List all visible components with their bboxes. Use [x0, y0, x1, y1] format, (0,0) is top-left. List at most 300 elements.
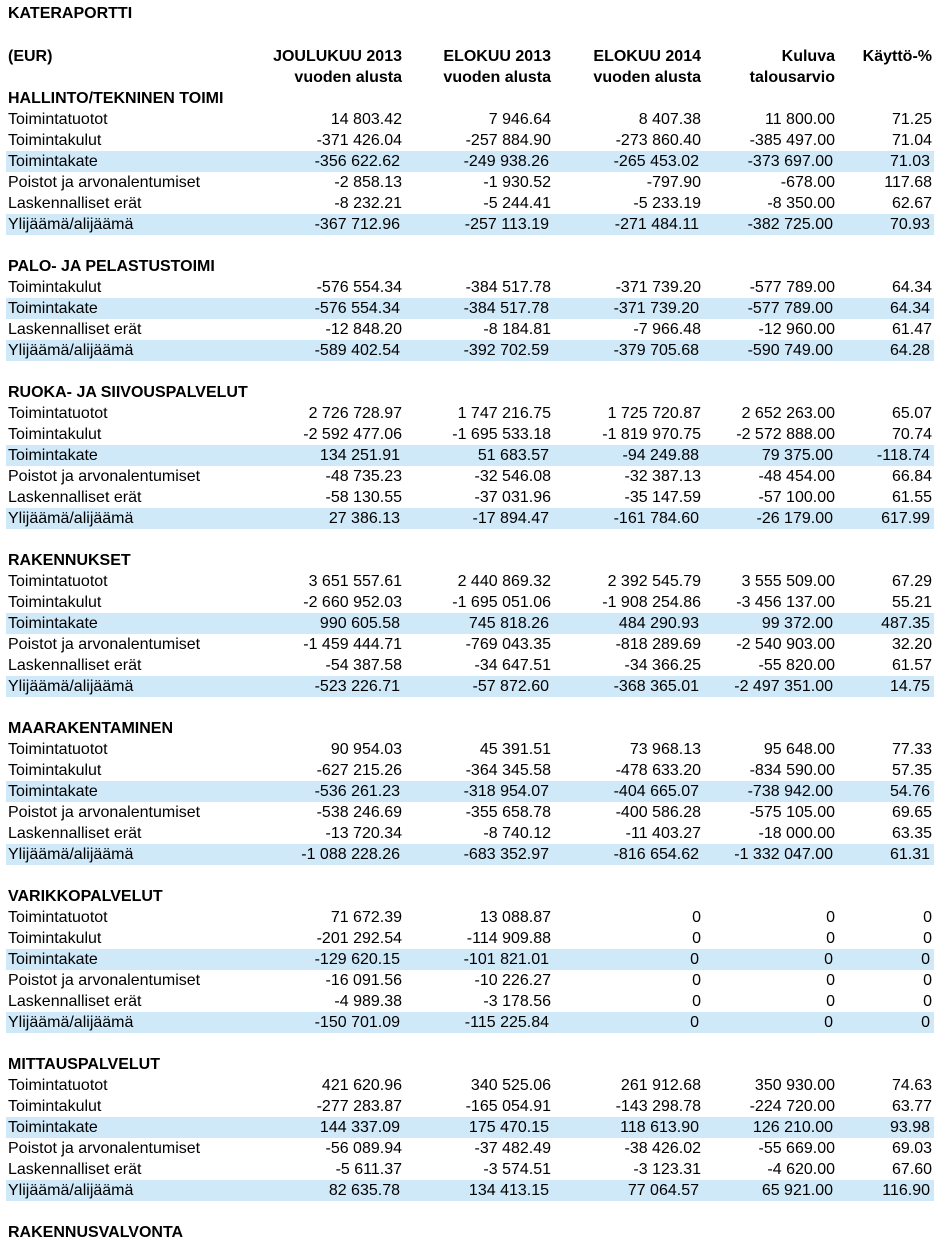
value-kaytto-percent: 67.29 — [891, 573, 932, 590]
value-kaytto-percent: 71.04 — [891, 132, 932, 149]
row-label: Poistot ja arvonalentumiset — [8, 468, 201, 485]
table-row — [0, 403, 942, 424]
table-row — [0, 739, 942, 760]
value-elokuu-2013: -8 184.81 — [483, 321, 551, 338]
value-elokuu-2014: -5 233.19 — [633, 195, 701, 212]
value-elokuu-2013: -10 226.27 — [474, 972, 551, 989]
value-kuluva-talousarvio: -8 350.00 — [767, 195, 835, 212]
value-joulukuu-2013: -56 089.94 — [325, 1140, 402, 1157]
value-elokuu-2013: -8 740.12 — [483, 825, 551, 842]
value-kaytto-percent: 117.68 — [884, 174, 932, 191]
value-kuluva-talousarvio: 3 555 509.00 — [741, 573, 835, 590]
column-header-line2: vuoden alusta — [593, 69, 701, 86]
table-row-highlighted — [6, 340, 934, 361]
table-row — [0, 970, 942, 991]
row-label: Toimintatuotot — [8, 909, 108, 926]
value-kuluva-talousarvio: 0 — [826, 930, 835, 947]
value-kaytto-percent: 54.76 — [889, 783, 930, 800]
table-row-highlighted — [6, 781, 934, 802]
column-header-line2: vuoden alusta — [443, 69, 551, 86]
value-joulukuu-2013: 3 651 557.61 — [308, 573, 402, 590]
value-kaytto-percent: 93.98 — [889, 1119, 930, 1136]
section-title: HALLINTO/TEKNINEN TOIMI — [8, 90, 224, 107]
value-elokuu-2014: 0 — [692, 993, 701, 1010]
value-joulukuu-2013: -1 459 444.71 — [303, 636, 402, 653]
row-label: Laskennalliset erät — [8, 195, 142, 212]
column-header-kuluva-talousarvio — [750, 46, 835, 88]
value-joulukuu-2013: -576 554.34 — [314, 300, 400, 317]
row-label: Toimintakate — [8, 783, 98, 800]
column-header-line2: talousarvio — [749, 69, 835, 86]
table-row-highlighted — [6, 1117, 934, 1138]
row-label: Ylijäämä/alijäämä — [8, 678, 134, 695]
table-row-highlighted — [6, 298, 934, 319]
value-kaytto-percent: 116.90 — [882, 1182, 930, 1199]
table-row — [0, 760, 942, 781]
value-joulukuu-2013: -2 858.13 — [334, 174, 402, 191]
value-elokuu-2013: -57 872.60 — [472, 678, 549, 695]
value-kuluva-talousarvio: -373 697.00 — [747, 153, 833, 170]
value-kaytto-percent: -118.74 — [876, 447, 930, 464]
value-elokuu-2013: -769 043.35 — [465, 636, 551, 653]
value-elokuu-2014: -1 819 970.75 — [602, 426, 701, 443]
row-label: Toimintakate — [8, 300, 98, 317]
table-row-highlighted — [6, 214, 934, 235]
value-elokuu-2013: -1 695 533.18 — [452, 426, 551, 443]
value-kaytto-percent: 67.60 — [891, 1161, 932, 1178]
table-row-highlighted — [6, 949, 934, 970]
value-elokuu-2014: 261 912.68 — [620, 1077, 701, 1094]
row-label: Laskennalliset erät — [8, 489, 142, 506]
table-row — [0, 571, 942, 592]
value-joulukuu-2013: -277 283.87 — [316, 1098, 402, 1115]
table-row-highlighted — [6, 445, 934, 466]
value-kuluva-talousarvio: 99 372.00 — [761, 615, 833, 632]
value-kuluva-talousarvio: -385 497.00 — [749, 132, 835, 149]
table-row — [0, 928, 942, 949]
row-label: Laskennalliset erät — [8, 1161, 142, 1178]
value-kaytto-percent: 487.35 — [881, 615, 930, 632]
row-label: Toimintakate — [8, 615, 98, 632]
value-elokuu-2014: 77 064.57 — [627, 1182, 699, 1199]
value-elokuu-2013: -1 695 051.06 — [452, 594, 551, 611]
value-kuluva-talousarvio: 0 — [826, 993, 835, 1010]
section-title: RAKENNUSVALVONTA — [8, 1224, 184, 1241]
value-elokuu-2013: -384 517.78 — [465, 279, 551, 296]
value-elokuu-2014: -35 147.59 — [624, 489, 701, 506]
value-elokuu-2014: -797.90 — [646, 174, 701, 191]
row-label: Toimintakulut — [8, 930, 102, 947]
report-title: KATERAPORTTI — [8, 5, 133, 22]
value-kaytto-percent: 0 — [921, 951, 930, 968]
value-elokuu-2014: 0 — [692, 930, 701, 947]
value-kaytto-percent: 64.34 — [889, 300, 930, 317]
value-kuluva-talousarvio: -55 820.00 — [758, 657, 835, 674]
column-header-elokuu-2013 — [443, 46, 551, 88]
value-kaytto-percent: 66.84 — [891, 468, 932, 485]
value-elokuu-2014: 0 — [692, 972, 701, 989]
value-kaytto-percent: 69.65 — [891, 804, 932, 821]
row-label: Toimintakulut — [8, 279, 102, 296]
value-kuluva-talousarvio: -2 540 903.00 — [736, 636, 835, 653]
value-kaytto-percent: 61.57 — [891, 657, 932, 674]
value-kaytto-percent: 57.35 — [891, 762, 932, 779]
value-elokuu-2013: -3 574.51 — [483, 1161, 551, 1178]
value-kuluva-talousarvio: 350 930.00 — [754, 1077, 835, 1094]
value-kuluva-talousarvio: -577 789.00 — [749, 279, 835, 296]
value-joulukuu-2013: -2 592 477.06 — [303, 426, 402, 443]
section-title: VARIKKOPALVELUT — [8, 888, 163, 905]
value-kuluva-talousarvio: -577 789.00 — [747, 300, 833, 317]
column-header-elokuu-2014 — [593, 46, 701, 88]
value-elokuu-2014: 73 968.13 — [629, 741, 701, 758]
row-label: Ylijäämä/alijäämä — [8, 1014, 134, 1031]
value-elokuu-2014: -7 966.48 — [633, 321, 701, 338]
value-elokuu-2013: 13 088.87 — [479, 909, 551, 926]
value-elokuu-2013: -249 938.26 — [463, 153, 549, 170]
column-header-kaytto-percent — [863, 46, 932, 67]
value-elokuu-2013: 51 683.57 — [477, 447, 549, 464]
value-kuluva-talousarvio: -57 100.00 — [758, 489, 835, 506]
row-label: Toimintakate — [8, 951, 98, 968]
row-label: Ylijäämä/alijäämä — [8, 1182, 134, 1199]
value-kaytto-percent: 14.75 — [889, 678, 930, 695]
value-kaytto-percent: 64.34 — [891, 279, 932, 296]
value-kuluva-talousarvio: 65 921.00 — [761, 1182, 833, 1199]
value-kuluva-talousarvio: -738 942.00 — [747, 783, 833, 800]
value-kaytto-percent: 63.77 — [891, 1098, 932, 1115]
value-kaytto-percent: 61.47 — [891, 321, 932, 338]
row-label: Toimintatuotot — [8, 1077, 108, 1094]
row-label: Toimintakulut — [8, 762, 102, 779]
value-elokuu-2013: -3 178.56 — [483, 993, 551, 1010]
column-header-line1: Kuluva — [781, 48, 835, 65]
row-label: Toimintatuotot — [8, 111, 108, 128]
value-elokuu-2013: 45 391.51 — [479, 741, 551, 758]
value-kaytto-percent: 63.35 — [891, 825, 932, 842]
value-elokuu-2013: -5 244.41 — [483, 195, 551, 212]
table-row-highlighted — [6, 844, 934, 865]
section-title: PALO- JA PELASTUSTOIMI — [8, 258, 215, 275]
value-elokuu-2013: 7 946.64 — [488, 111, 551, 128]
value-kuluva-talousarvio: 2 652 263.00 — [741, 405, 835, 422]
value-kuluva-talousarvio: -224 720.00 — [749, 1098, 835, 1115]
row-label: Poistot ja arvonalentumiset — [8, 1140, 201, 1157]
value-elokuu-2014: -94 249.88 — [622, 447, 699, 464]
table-row — [0, 991, 942, 1012]
value-joulukuu-2013: 90 954.03 — [330, 741, 402, 758]
value-kaytto-percent: 71.03 — [889, 153, 930, 170]
value-joulukuu-2013: -54 387.58 — [325, 657, 402, 674]
value-joulukuu-2013: -538 246.69 — [316, 804, 402, 821]
table-row — [0, 655, 942, 676]
table-row-highlighted — [6, 1012, 934, 1033]
table-row — [0, 487, 942, 508]
value-joulukuu-2013: 2 726 728.97 — [308, 405, 402, 422]
value-kaytto-percent: 0 — [923, 909, 932, 926]
value-elokuu-2014: -818 289.69 — [615, 636, 701, 653]
value-elokuu-2013: 1 747 216.75 — [457, 405, 551, 422]
value-kuluva-talousarvio: -26 179.00 — [756, 510, 833, 527]
value-joulukuu-2013: 71 672.39 — [330, 909, 402, 926]
value-kuluva-talousarvio: -3 456 137.00 — [736, 594, 835, 611]
value-elokuu-2014: 0 — [690, 951, 699, 968]
value-kuluva-talousarvio: -18 000.00 — [758, 825, 835, 842]
value-elokuu-2013: -32 546.08 — [474, 468, 551, 485]
value-joulukuu-2013: 134 251.91 — [319, 447, 400, 464]
value-elokuu-2014: 484 290.93 — [618, 615, 699, 632]
table-row — [0, 1075, 942, 1096]
currency-unit-header — [8, 46, 52, 67]
value-kuluva-talousarvio: 0 — [824, 1014, 833, 1031]
value-elokuu-2013: -355 658.78 — [465, 804, 551, 821]
value-kuluva-talousarvio: -1 332 047.00 — [734, 846, 833, 863]
value-elokuu-2013: -37 031.96 — [474, 489, 551, 506]
value-elokuu-2014: -32 387.13 — [624, 468, 701, 485]
row-label: Toimintakate — [8, 153, 98, 170]
value-elokuu-2014: 1 725 720.87 — [607, 405, 701, 422]
table-row — [0, 130, 942, 151]
value-elokuu-2013: 340 525.06 — [470, 1077, 551, 1094]
value-elokuu-2013: -165 054.91 — [465, 1098, 551, 1115]
table-row — [0, 277, 942, 298]
row-label: Poistot ja arvonalentumiset — [8, 972, 201, 989]
row-label: Toimintakulut — [8, 426, 102, 443]
table-row — [0, 592, 942, 613]
row-label: Toimintakate — [8, 1119, 98, 1136]
section-title: MAARAKENTAMINEN — [8, 720, 174, 737]
row-label: Toimintatuotot — [8, 405, 108, 422]
value-kuluva-talousarvio: 0 — [826, 909, 835, 926]
value-elokuu-2014: -271 484.11 — [614, 216, 699, 233]
value-elokuu-2013: -392 702.59 — [463, 342, 549, 359]
value-joulukuu-2013: -48 735.23 — [325, 468, 402, 485]
value-elokuu-2014: -371 739.20 — [613, 300, 699, 317]
value-elokuu-2013: 134 413.15 — [468, 1182, 549, 1199]
value-kaytto-percent: 0 — [923, 993, 932, 1010]
table-row — [0, 634, 942, 655]
value-joulukuu-2013: -13 720.34 — [325, 825, 402, 842]
value-elokuu-2013: -384 517.78 — [463, 300, 549, 317]
value-joulukuu-2013: 990 605.58 — [319, 615, 400, 632]
row-label: Toimintakulut — [8, 594, 102, 611]
value-kaytto-percent: 617.99 — [881, 510, 930, 527]
value-joulukuu-2013: -367 712.96 — [314, 216, 400, 233]
value-kaytto-percent: 55.21 — [891, 594, 932, 611]
value-joulukuu-2013: -201 292.54 — [316, 930, 402, 947]
value-joulukuu-2013: -129 620.15 — [314, 951, 400, 968]
table-row-highlighted — [6, 508, 934, 529]
table-row — [0, 823, 942, 844]
value-elokuu-2013: -101 821.01 — [463, 951, 549, 968]
section-title: MITTAUSPALVELUT — [8, 1056, 160, 1073]
value-elokuu-2014: -478 633.20 — [615, 762, 701, 779]
value-elokuu-2013: -257 884.90 — [465, 132, 551, 149]
value-elokuu-2014: -143 298.78 — [615, 1098, 701, 1115]
value-kuluva-talousarvio: -834 590.00 — [749, 762, 835, 779]
value-joulukuu-2013: -576 554.34 — [316, 279, 402, 296]
value-kuluva-talousarvio: -4 620.00 — [767, 1161, 835, 1178]
value-joulukuu-2013: -16 091.56 — [325, 972, 402, 989]
value-elokuu-2013: -257 113.19 — [464, 216, 549, 233]
value-kuluva-talousarvio: 11 800.00 — [765, 111, 835, 128]
value-kuluva-talousarvio: 95 648.00 — [763, 741, 835, 758]
column-header-joulukuu-2013 — [273, 46, 402, 88]
value-elokuu-2013: 2 440 869.32 — [457, 573, 551, 590]
table-row — [0, 1096, 942, 1117]
value-kaytto-percent: 65.07 — [891, 405, 932, 422]
section-title: RUOKA- JA SIIVOUSPALVELUT — [8, 384, 248, 401]
value-elokuu-2014: -161 784.60 — [613, 510, 699, 527]
value-kuluva-talousarvio: 126 210.00 — [752, 1119, 833, 1136]
value-kaytto-percent: 64.28 — [889, 342, 930, 359]
value-elokuu-2014: 0 — [690, 1014, 699, 1031]
value-kaytto-percent: 32.20 — [891, 636, 932, 653]
value-elokuu-2013: 745 818.26 — [468, 615, 549, 632]
value-kaytto-percent: 0 — [923, 972, 932, 989]
value-elokuu-2014: 0 — [692, 909, 701, 926]
column-header-line1: ELOKUU 2013 — [443, 48, 551, 65]
value-kaytto-percent: 61.31 — [889, 846, 930, 863]
table-row — [0, 172, 942, 193]
value-kuluva-talousarvio: -678.00 — [780, 174, 835, 191]
table-row — [0, 109, 942, 130]
value-joulukuu-2013: -1 088 228.26 — [301, 846, 400, 863]
value-joulukuu-2013: 421 620.96 — [321, 1077, 402, 1094]
row-label: Poistot ja arvonalentumiset — [8, 636, 201, 653]
row-label: Poistot ja arvonalentumiset — [8, 804, 201, 821]
column-header-line1: JOULUKUU 2013 — [273, 48, 402, 65]
value-joulukuu-2013: -536 261.23 — [314, 783, 400, 800]
value-elokuu-2013: -318 954.07 — [463, 783, 549, 800]
value-kaytto-percent: 69.03 — [891, 1140, 932, 1157]
value-joulukuu-2013: -150 701.09 — [314, 1014, 400, 1031]
section-title: RAKENNUKSET — [8, 552, 131, 569]
value-elokuu-2013: -37 482.49 — [474, 1140, 551, 1157]
value-joulukuu-2013: -2 660 952.03 — [303, 594, 402, 611]
value-elokuu-2013: -17 894.47 — [472, 510, 549, 527]
column-header-line1: Käyttö-% — [862, 48, 932, 65]
row-label: Toimintakulut — [8, 132, 102, 149]
table-row — [0, 466, 942, 487]
value-elokuu-2014: -371 739.20 — [615, 279, 701, 296]
value-kaytto-percent: 71.25 — [891, 111, 932, 128]
value-elokuu-2013: -115 225.84 — [464, 1014, 549, 1031]
value-elokuu-2014: -400 586.28 — [615, 804, 701, 821]
value-kuluva-talousarvio: -590 749.00 — [747, 342, 833, 359]
value-elokuu-2014: 118 613.90 — [620, 1119, 699, 1136]
value-elokuu-2014: 8 407.38 — [638, 111, 701, 128]
row-label: Ylijäämä/alijäämä — [8, 510, 134, 527]
value-joulukuu-2013: -589 402.54 — [314, 342, 400, 359]
value-joulukuu-2013: -371 426.04 — [316, 132, 402, 149]
value-kaytto-percent: 0 — [921, 1014, 930, 1031]
value-elokuu-2014: -3 123.31 — [633, 1161, 701, 1178]
table-row — [0, 1159, 942, 1180]
value-elokuu-2014: -816 654.62 — [613, 846, 699, 863]
value-elokuu-2013: -683 352.97 — [463, 846, 549, 863]
value-elokuu-2014: -404 665.07 — [613, 783, 699, 800]
value-joulukuu-2013: -58 130.55 — [325, 489, 402, 506]
value-kuluva-talousarvio: -48 454.00 — [758, 468, 835, 485]
value-joulukuu-2013: -356 622.62 — [314, 153, 400, 170]
value-kaytto-percent: 74.63 — [891, 1077, 932, 1094]
value-joulukuu-2013: -523 226.71 — [314, 678, 400, 695]
value-elokuu-2014: -265 453.02 — [613, 153, 699, 170]
table-row-highlighted — [6, 676, 934, 697]
table-row — [0, 424, 942, 445]
row-label: Poistot ja arvonalentumiset — [8, 174, 201, 191]
value-elokuu-2013: 175 470.15 — [468, 1119, 549, 1136]
value-elokuu-2014: -1 908 254.86 — [602, 594, 701, 611]
value-joulukuu-2013: 14 803.42 — [330, 111, 402, 128]
value-elokuu-2014: -34 366.25 — [624, 657, 701, 674]
value-joulukuu-2013: 27 386.13 — [328, 510, 400, 527]
row-label: Toimintakulut — [8, 1098, 102, 1115]
value-kuluva-talousarvio: -2 572 888.00 — [736, 426, 835, 443]
value-kuluva-talousarvio: -575 105.00 — [749, 804, 835, 821]
table-row — [0, 907, 942, 928]
value-kaytto-percent: 0 — [923, 930, 932, 947]
value-elokuu-2014: -368 365.01 — [613, 678, 699, 695]
table-row-highlighted — [6, 151, 934, 172]
value-kuluva-talousarvio: 0 — [824, 951, 833, 968]
row-label: Laskennalliset erät — [8, 825, 142, 842]
value-kuluva-talousarvio: -2 497 351.00 — [734, 678, 833, 695]
table-row — [0, 319, 942, 340]
value-kaytto-percent: 62.67 — [891, 195, 932, 212]
value-joulukuu-2013: 144 337.09 — [319, 1119, 400, 1136]
value-elokuu-2014: -379 705.68 — [613, 342, 699, 359]
value-elokuu-2013: -364 345.58 — [465, 762, 551, 779]
row-label: Laskennalliset erät — [8, 321, 142, 338]
value-kuluva-talousarvio: -55 669.00 — [758, 1140, 835, 1157]
row-label: Toimintatuotot — [8, 741, 108, 758]
value-kaytto-percent: 70.93 — [889, 216, 930, 233]
column-header-line1: ELOKUU 2014 — [593, 48, 701, 65]
value-elokuu-2014: -273 860.40 — [615, 132, 701, 149]
value-kuluva-talousarvio: 79 375.00 — [761, 447, 833, 464]
row-label: Ylijäämä/alijäämä — [8, 342, 134, 359]
value-kaytto-percent: 77.33 — [891, 741, 932, 758]
row-label: Toimintakate — [8, 447, 98, 464]
table-row — [0, 193, 942, 214]
value-kuluva-talousarvio: -12 960.00 — [758, 321, 835, 338]
row-label: Toimintatuotot — [8, 573, 108, 590]
table-row — [0, 802, 942, 823]
table-row — [0, 1138, 942, 1159]
row-label: Ylijäämä/alijäämä — [8, 846, 134, 863]
value-elokuu-2013: -1 930.52 — [483, 174, 551, 191]
value-kaytto-percent: 61.55 — [891, 489, 932, 506]
value-elokuu-2013: -114 909.88 — [466, 930, 551, 947]
table-row-highlighted — [6, 1180, 934, 1201]
currency-unit-label: (EUR) — [8, 48, 53, 65]
row-label: Ylijäämä/alijäämä — [8, 216, 134, 233]
column-header-line2: vuoden alusta — [294, 69, 402, 86]
value-joulukuu-2013: -12 848.20 — [325, 321, 402, 338]
value-kuluva-talousarvio: -382 725.00 — [747, 216, 833, 233]
table-row-highlighted — [6, 613, 934, 634]
value-elokuu-2013: -34 647.51 — [474, 657, 551, 674]
row-label: Laskennalliset erät — [8, 657, 142, 674]
value-kuluva-talousarvio: 0 — [826, 972, 835, 989]
value-kaytto-percent: 70.74 — [891, 426, 932, 443]
value-elokuu-2014: 2 392 545.79 — [607, 573, 701, 590]
value-joulukuu-2013: -5 611.37 — [335, 1161, 402, 1178]
value-joulukuu-2013: -8 232.21 — [334, 195, 402, 212]
value-elokuu-2014: -11 403.27 — [625, 825, 701, 842]
